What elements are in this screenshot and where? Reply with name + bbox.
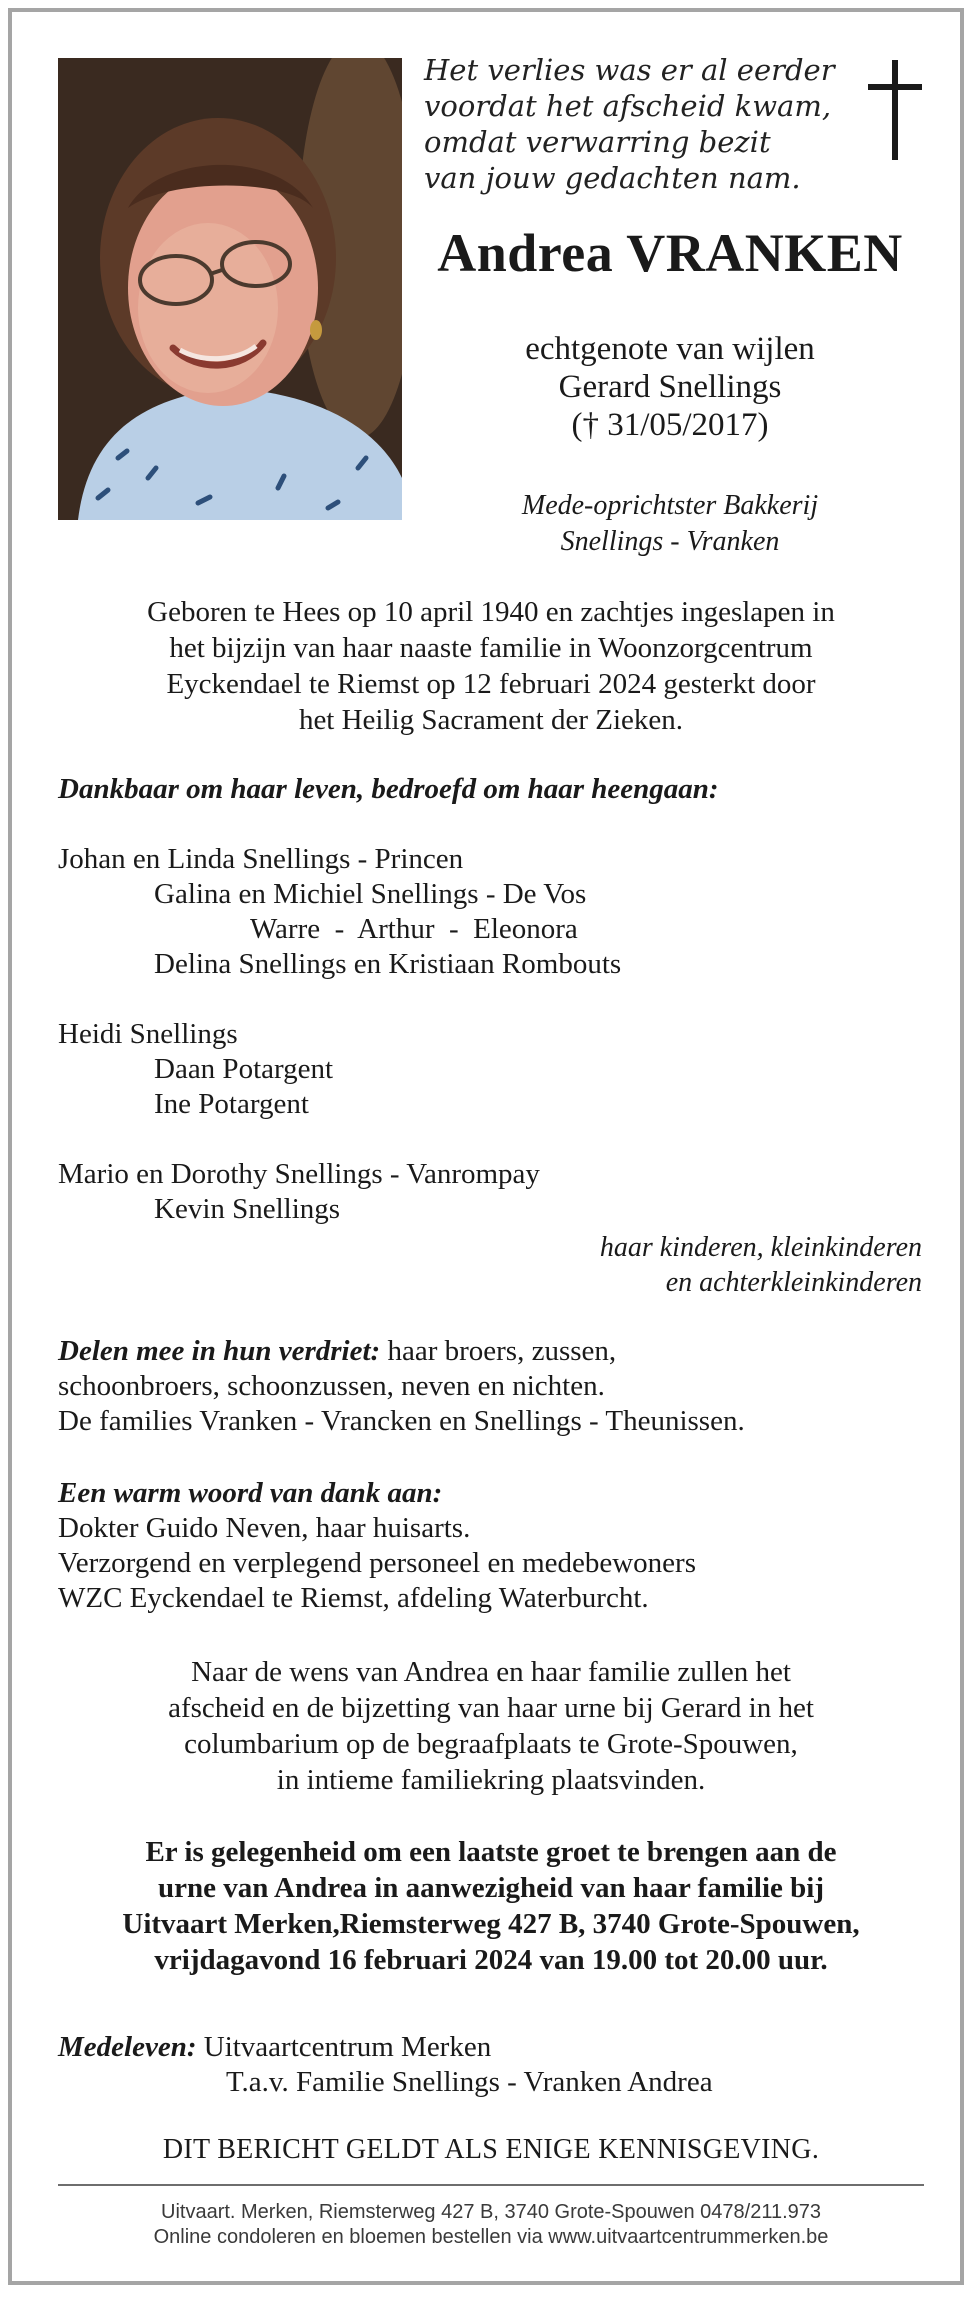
funeral-wish-paragraph (58, 1654, 924, 1798)
deceased-name: Andrea VRANKEN (437, 223, 903, 283)
family-member: Daan Potargent (154, 1053, 334, 1085)
born-line: het Heilig Sacrament der Zieken. (298, 704, 684, 736)
family-member: Galina en Michiel Snellings - De Vos (154, 878, 587, 910)
memorial-poem (424, 52, 844, 196)
family-member: Johan en Linda Snellings - Princen (58, 843, 464, 875)
share-line: De families Vranken - Vrancken en Snellings - Theunissen. (58, 1405, 745, 1437)
family-list (58, 842, 924, 1227)
spouse-line: echtgenote van wijlen (525, 331, 815, 367)
sympathy-section (58, 2030, 938, 2100)
wish-line: in intieme familiekring plaatsvinden. (276, 1764, 706, 1796)
visit-line: Er is gelegenheid om een laatste groet te brengen aan de (145, 1836, 837, 1868)
footer (58, 2200, 924, 2250)
thanks-section (58, 1476, 938, 1616)
role-line: Snellings - Vranken (560, 526, 780, 557)
cross-icon (866, 60, 924, 160)
divider (58, 2184, 924, 2186)
portrait-photo (58, 58, 402, 520)
poem-line: Het verlies was er al eerder (424, 53, 835, 87)
visit-line: urne van Andrea in aanwezigheid van haar familie bij (158, 1872, 824, 1904)
family-member: Heidi Snellings (58, 1018, 238, 1050)
wish-line: afscheid en de bijzetting van haar urne bij Gerard in het (168, 1692, 814, 1724)
spouse-line: († 31/05/2017) (571, 407, 769, 443)
sympathy-line: T.a.v. Familie Snellings - Vranken Andrea (226, 2066, 713, 2098)
role-line: Mede-oprichtster Bakkerij (521, 490, 819, 521)
role-info (420, 488, 920, 560)
sympathy-heading: Medeleven: (58, 2031, 197, 2063)
poem-line: omdat verwarring bezit (424, 125, 771, 159)
spouse-info (420, 330, 920, 444)
wish-line: columbarium op de begraafplaats te Grote-Spouwen, (184, 1728, 798, 1760)
footer-address: Uitvaart. Merken, Riemsterweg 427 B, 3740 Grote-Spouwen 0478/211.973 (161, 2201, 821, 2223)
birth-death-paragraph (58, 594, 924, 738)
born-line: Geboren te Hees op 10 april 1940 en zachtjes ingeslapen in (147, 596, 835, 628)
family-member: Kevin Snellings (154, 1193, 341, 1225)
share-line: haar broers, zussen, (380, 1335, 617, 1367)
footer-website: Online condoleren en bloemen bestellen via www.uitvaartcentrummerken.be (153, 2226, 829, 2248)
grateful-heading: Dankbaar om haar leven, bedroefd om haar heengaan: (58, 773, 719, 805)
descendants-line: haar kinderen, kleinkinderen (599, 1232, 922, 1263)
thanks-line: WZC Eyckendael te Riemst, afdeling Waterburcht. (58, 1582, 649, 1614)
sympathy-line: Uitvaartcentrum Merken (196, 2031, 492, 2063)
share-grief-section (58, 1334, 938, 1439)
descendants-caption (420, 1230, 922, 1300)
born-line: Eyckendael te Riemst op 12 februari 2024 gesterkt door (166, 668, 816, 700)
descendants-line: en achterkleinkinderen (665, 1267, 922, 1298)
family-member: Ine Potargent (154, 1088, 309, 1120)
born-line: het bijzijn van haar naaste familie in Woonzorgcentrum (169, 632, 813, 664)
visitation-paragraph (48, 1834, 934, 1978)
share-heading: Delen mee in hun verdriet: (58, 1335, 381, 1367)
family-member: Warre - Arthur - Eleonora (250, 913, 578, 945)
share-line: schoonbroers, schoonzussen, neven en nichten. (58, 1370, 605, 1402)
family-member: Mario en Dorothy Snellings - Vanrompay (58, 1158, 540, 1190)
family-member: Delina Snellings en Kristiaan Rombouts (154, 948, 622, 980)
poem-line: voordat het afscheid kwam, (424, 89, 832, 123)
visit-line: Uitvaart Merken,Riemsterweg 427 B, 3740 Grote-Spouwen, (122, 1908, 860, 1940)
thanks-heading: Een warm woord van dank aan: (58, 1477, 443, 1509)
thanks-line: Dokter Guido Neven, haar huisarts. (58, 1512, 471, 1544)
visit-line: vrijdagavond 16 februari 2024 van 19.00 tot 20.00 uur. (154, 1944, 828, 1976)
wish-line: Naar de wens van Andrea en haar familie zullen het (191, 1656, 791, 1688)
spouse-line: Gerard Snellings (558, 369, 782, 405)
poem-line: van jouw gedachten nam. (424, 161, 801, 195)
notice-statement: DIT BERICHT GELDT ALS ENIGE KENNISGEVING. (162, 2134, 820, 2165)
thanks-line: Verzorgend en verplegend personeel en medebewoners (58, 1547, 696, 1579)
